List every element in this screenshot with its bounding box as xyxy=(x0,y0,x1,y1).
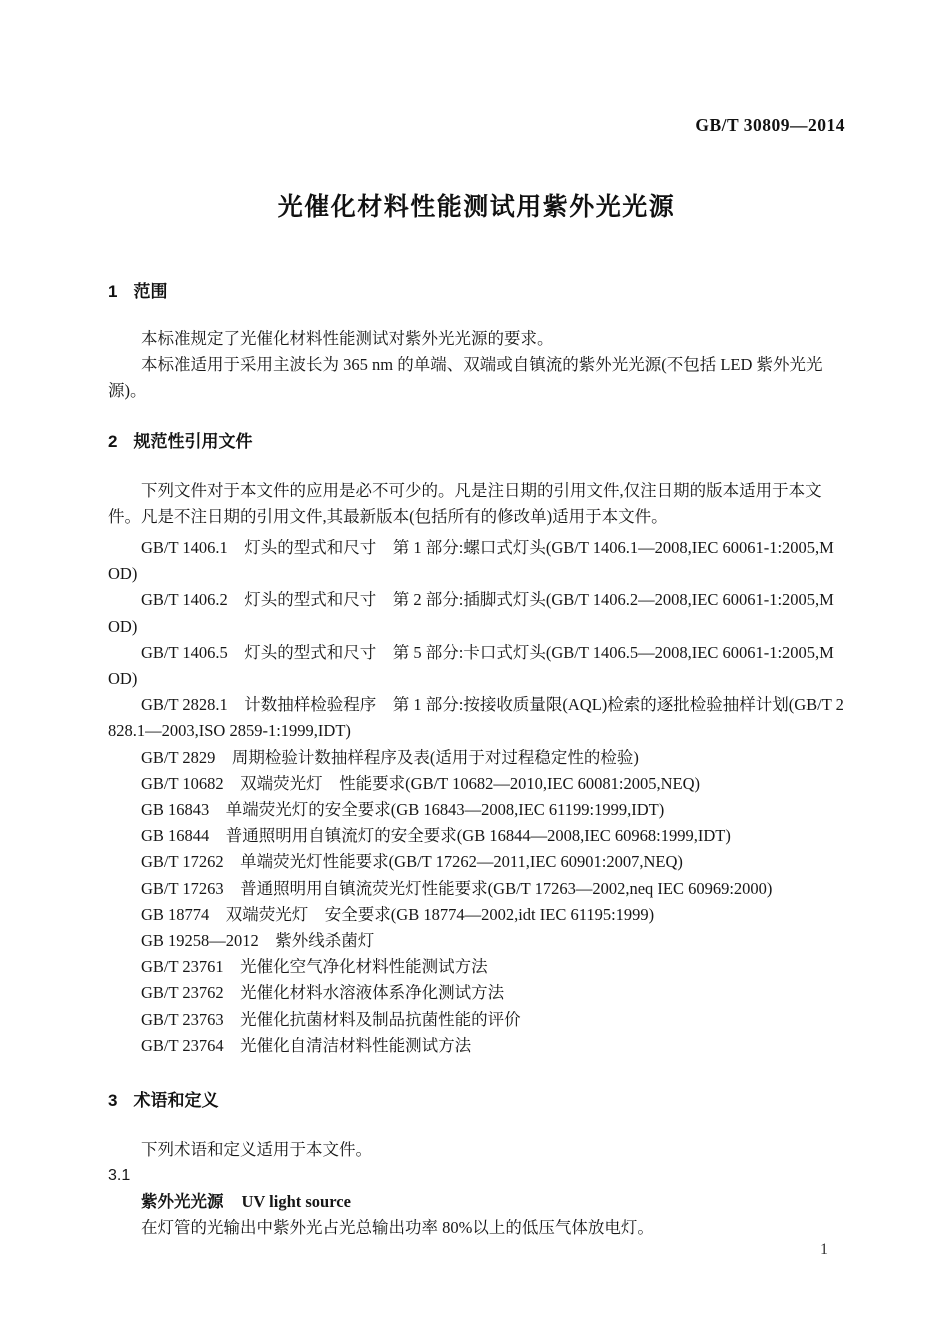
term-line xyxy=(108,1189,845,1215)
page-number: 1 xyxy=(820,1241,828,1258)
reference-item: GB/T 2828.1 计数抽样检验程序 第 1 部分:按接收质量限(AQL)检索的逐批检验抽样计划(GB/T 2828.1—2003,ISO 2859-1:1999,IDT) xyxy=(108,695,844,741)
reference-item: GB 19258—2012 紫外线杀菌灯 xyxy=(141,931,375,951)
section-scope xyxy=(108,280,845,404)
term-definition: 在灯管的光输出中紫外光占光总输出功率 80%以上的低压气体放电灯。 xyxy=(141,1218,654,1238)
reference-item: GB/T 23762 光催化材料水溶液体系净化测试方法 xyxy=(141,983,505,1003)
reference-item: GB/T 17262 单端荧光灯性能要求(GB/T 17262—2011,IEC 60901:2007,NEQ) xyxy=(141,852,683,872)
section-scope-heading xyxy=(108,280,845,304)
section-normative-references xyxy=(108,430,845,1059)
reference-item: GB 16843 单端荧光灯的安全要求(GB 16843—2008,IEC 61199:1999,IDT) xyxy=(141,800,665,820)
reference-item: GB/T 2829 周期检验计数抽样程序及表(适用于对过程稳定性的检验) xyxy=(141,747,639,767)
term-number: 3.1 xyxy=(108,1167,131,1185)
reference-item: GB/T 23764 光催化自清洁材料性能测试方法 xyxy=(141,1035,472,1055)
section-terms xyxy=(108,1089,845,1241)
section-number: 2 xyxy=(108,432,118,451)
reference-item: GB 18774 双端荧光灯 安全要求(GB 18774—2002,idt IEC 61195:1999) xyxy=(141,904,655,924)
reference-item: GB/T 1406.2 灯头的型式和尺寸 第 2 部分:插脚式灯头(GB/T 1406.2—2008,IEC 60061-1:2005,MOD) xyxy=(108,590,834,636)
reference-item: GB/T 23761 光催化空气净化材料性能测试方法 xyxy=(141,957,488,977)
section-title: 规范性引用文件 xyxy=(133,432,253,451)
scope-paragraph-2: 本标准适用于采用主波长为 365 nm 的单端、双端或自镇流的紫外光光源(不包括 LED 紫外光光源)。 xyxy=(108,355,823,400)
reference-item: GB/T 10682 双端荧光灯 性能要求(GB/T 10682—2010,IEC 60081:2005,NEQ) xyxy=(141,773,701,793)
references-list xyxy=(108,535,845,1059)
document-title: 光催化材料性能测试用紫外光光源 xyxy=(277,193,676,221)
term-name-english: UV light source xyxy=(241,1192,351,1212)
reference-item: GB/T 23763 光催化抗菌材料及制品抗菌性能的评价 xyxy=(141,1009,521,1029)
reference-item: GB 16844 普通照明用自镇流灯的安全要求(GB 16844—2008,IEC 60968:1999,IDT) xyxy=(141,826,731,846)
section-number: 3 xyxy=(108,1091,118,1111)
section-title: 术语和定义 xyxy=(133,1091,219,1111)
reference-item: GB/T 1406.5 灯头的型式和尺寸 第 5 部分:卡口式灯头(GB/T 1406.5—2008,IEC 60061-1:2005,MOD) xyxy=(108,642,834,689)
reference-item: GB/T 1406.1 灯头的型式和尺寸 第 1 部分:螺口式灯头(GB/T 1406.1—2008,IEC 60061-1:2005,MOD) xyxy=(108,538,834,584)
reference-item: GB/T 17263 普通照明用自镇流荧光灯性能要求(GB/T 17263—2002,neq IEC 60969:2000) xyxy=(141,878,773,898)
section-terms-heading xyxy=(108,1089,845,1113)
scope-paragraph-1: 本标准规定了光催化材料性能测试对紫外光光源的要求。 xyxy=(141,329,554,348)
section-references-heading xyxy=(108,430,845,454)
standard-code: GB/T 30809—2014 xyxy=(695,115,845,135)
section-number: 1 xyxy=(108,282,118,301)
references-intro: 下列文件对于本文件的应用是必不可少的。凡是注日期的引用文件,仅注日期的版本适用于本文件。凡是不注日期的引用文件,其最新版本(包括所有的修改单)适用于本文件。 xyxy=(108,481,822,526)
scope-paragraphs xyxy=(108,326,845,404)
term-name-chinese: 紫外光光源 xyxy=(141,1193,224,1212)
section-title: 范围 xyxy=(133,282,168,301)
terms-intro: 下列术语和定义适用于本文件。 xyxy=(141,1140,372,1160)
